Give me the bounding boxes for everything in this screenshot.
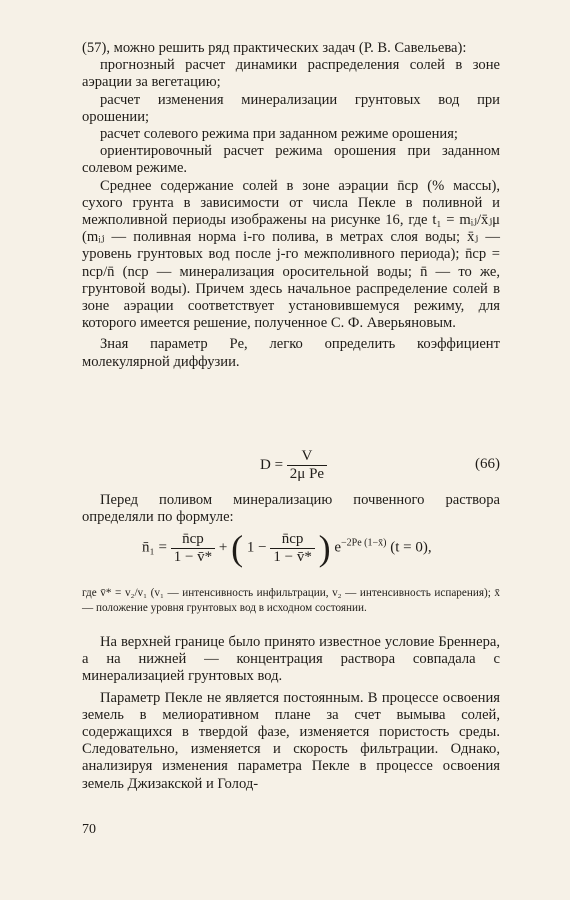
paragraph: Перед поливом минерализацию почвенного раствора определяли по формуле: [82, 492, 500, 526]
paragraph: Параметр Пекле не является постоянным. В процессе освоения земель в мелиоративном плане за счет вымыва солей, содержащихся в твердой фазе, изменяется пористость среды. Следовательно, изменяется и скорость фильтрации. Однако, анализируя изменения параметра Пекле в процессе освоения земель Джизакской и Голод- [82, 689, 500, 792]
paragraph: прогнозный расчет динамики распределения солей в зоне аэрации за вегетацию; [82, 57, 500, 91]
plus-sign: + [218, 539, 228, 556]
paragraph: На верхней границе было принято известное условие Бреннера, а на нижней — концентрация раствора совпадала с минерализацией грунтовых вод. [82, 634, 500, 685]
bracket-left-term: 1 − [246, 539, 267, 556]
paragraph: расчет солевого режима при заданном режиме орошения; [100, 126, 458, 143]
footnote [82, 586, 500, 615]
fraction-2-denominator: 1 − v̄* [273, 548, 312, 565]
paragraph: расчет изменения минерализации грунтовых вод при орошении; [82, 91, 500, 125]
top-text-block [82, 40, 500, 371]
right-paren: ) [318, 528, 331, 568]
mid-text-block [82, 492, 500, 526]
left-paren: ( [231, 528, 244, 568]
paragraph: ориентировочный расчет режима орошения при заданном солевом режиме. [82, 143, 500, 177]
formula-fraction-2 [270, 531, 314, 566]
footnote-text: где v̄* = v₂/v₁ (v₁ — интенсивность инфильтрации, v₂ — интенсивность испарения); x̄ — положение уровня грунтовых вод в исходном состоянии. [82, 587, 500, 614]
fraction-1-denominator: 1 − v̄* [173, 548, 213, 565]
equation-number: (66) [475, 456, 500, 472]
exp-power: −2Pe (1−x̄) [341, 537, 387, 549]
paragraph: Среднее содержание солей в зоне аэрации n̄ср (% массы), сухого грунта в зависимости от числа Пекле в поливной и межполивной периоды изображены на рисунке 16, где t₁ = mᵢⱼ/x̄ⱼμ (mᵢⱼ — поливная норма i-го полива, в метрах слоя воды; x̄ⱼ — уровень грунтовых вод после j-го межполивного периода); n̄ср = nср/n̄ (nср — минерализация оросительной воды; n̄ — то же, грунтовой воды). Причем здесь начальное распределение солей в зоне аэрации соответствует установившемуся режиму, для которого имеется решение, полученное С. Ф. Аверьяновым. [82, 177, 500, 332]
bottom-text-block [82, 634, 500, 793]
formula-66-fraction [287, 448, 327, 483]
formula-66-denominator: 2μ Pe [289, 466, 325, 482]
formula-fraction-1 [171, 531, 215, 566]
paragraph: (57), можно решить ряд практических задач (Р. В. Савельева): [82, 40, 467, 56]
fraction-2-numerator: n̄ср [270, 531, 314, 549]
fraction-1-numerator: n̄ср [171, 531, 215, 549]
paragraph: Зная параметр Pe, легко определить коэффициент молекулярной диффузии. [82, 336, 500, 370]
formula-66-lhs: D = [260, 456, 284, 473]
exp-base: e [334, 539, 341, 556]
formula-66-numerator: V [287, 448, 327, 466]
formula-condition: (t = 0), [390, 539, 432, 556]
page-number: 70 [82, 822, 96, 837]
formula-lhs: n̄₁ = [142, 539, 167, 556]
formula-salinity [82, 530, 500, 580]
